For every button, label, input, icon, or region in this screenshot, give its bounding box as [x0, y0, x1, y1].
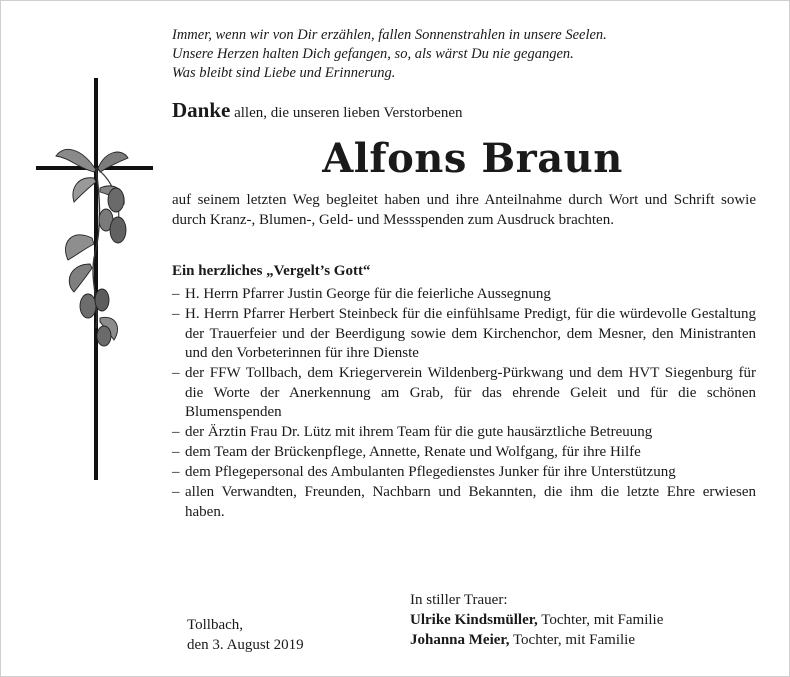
poem-line: Immer, wenn wir von Dir erzählen, fallen Sonnenstrahlen in unsere Seelen. — [172, 27, 607, 43]
mourner-role: Tochter, mit Familie — [541, 612, 664, 628]
poem-line: Unsere Herzen halten Dich gefangen, so, als wärst Du nie gegangen. — [172, 46, 574, 62]
list-item: – H. Herrn Pfarrer Justin George für die feierliche Aussegnung — [172, 285, 756, 305]
list-item: – allen Verwandten, Freunden, Nachbarn und Bekannten, die ihm die letzte Ehre erwiesen haben. — [172, 483, 756, 522]
mourners — [410, 590, 663, 650]
mourner-entry — [410, 610, 663, 630]
mourner-name: Ulrike Kindsmüller, — [410, 612, 538, 628]
mourner-entry — [410, 630, 663, 650]
list-item: – der FFW Tollbach, dem Kriegerverein Wildenberg-Pürkwang und dem HVT Siegenburg für die Worte der Anerkennung am Grab, für das ehrende Geleit und für die schönen Blumenspenden — [172, 364, 756, 423]
place-date — [187, 615, 304, 655]
thanks-list — [172, 285, 756, 523]
thanks-heading: Ein herzliches „Vergelt’s Gott“ — [172, 263, 371, 279]
list-item: – dem Pflegepersonal des Ambulanten Pflegedienstes Junker für ihre Unterstützung — [172, 463, 756, 483]
poem-line: Was bleibt sind Liebe und Erinnerung. — [172, 65, 396, 81]
list-item: – der Ärztin Frau Dr. Lütz mit ihrem Team für die gute hausärztliche Betreuung — [172, 423, 756, 443]
place: Tollbach, — [187, 617, 244, 633]
date: den 3. August 2019 — [187, 637, 304, 653]
mourner-role: Tochter, mit Familie — [512, 632, 636, 648]
danke-rest: allen, die unseren lieben Verstorbenen — [234, 105, 463, 121]
deceased-name: Alfons Braun — [322, 135, 623, 182]
danke-word: Danke — [172, 98, 231, 122]
thanks-line — [172, 98, 463, 123]
intro-paragraph: auf seinem letzten Weg begleitet haben und ihre Anteilnahme durch Wort und Schrift sowie durch Kranz-, Blumen-, Geld- und Messspenden zum Ausdruck brachten. — [172, 192, 756, 228]
list-item: – H. Herrn Pfarrer Herbert Steinbeck für die einfühlsame Predigt, für die würdevolle Gestaltung der Trauerfeier und der Beerdigung sowie dem Kirchenchor, dem Mesner, den Ministranten und den Vorbeterinnen für ihre Dienste — [172, 305, 756, 364]
mourner-name: Johanna Meier, — [410, 632, 510, 648]
mourning-label: In stiller Trauer: — [410, 592, 508, 608]
list-item: – dem Team der Brückenpflege, Annette, Renate und Wolfgang, für ihre Hilfe — [172, 443, 756, 463]
poem — [172, 26, 762, 83]
